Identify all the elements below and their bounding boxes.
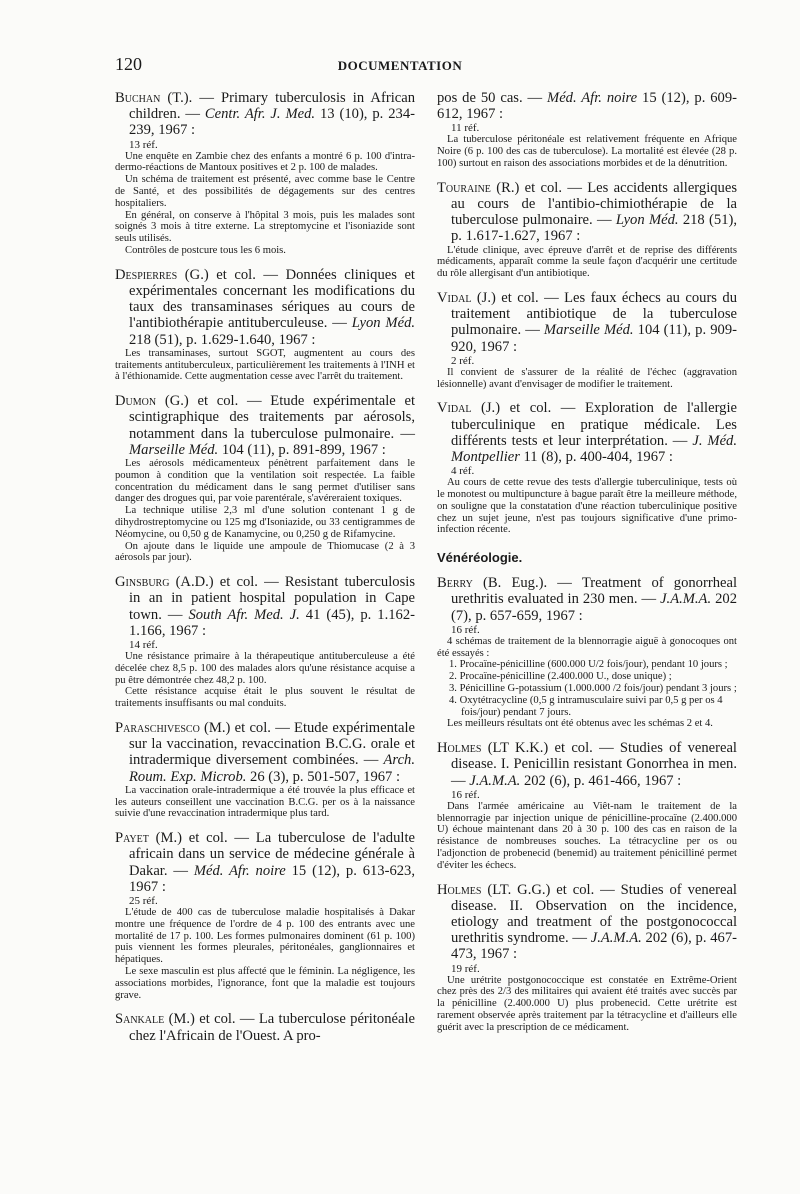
volume-pages: 41 (45), p. 1.162-1.166, 1967 :	[129, 606, 416, 639]
article-title: (R.) et col. — Les accidents allergiques au cours de l'antibio-chimiothérapie de la tuberculose pulmonaire. —	[451, 179, 737, 229]
section-title: Vénéréologie.	[437, 550, 523, 566]
author-name: Buchan	[115, 90, 161, 106]
bibliography-entry	[437, 400, 737, 536]
volume-pages: 15 (12), p. 613-623, 1967 :	[129, 862, 415, 895]
abstract-paragraph: Un schéma de traitement est présenté, avec comme base le Centre de Santé, et des possibilités de dégagements sur des centres hospitaliers.	[115, 174, 415, 209]
running-head: DOCUMENTATION	[337, 58, 463, 73]
author-name: Touraine	[437, 179, 491, 196]
volume-pages: 11 (8), p. 400-404, 1967 :	[519, 449, 673, 466]
bibliography-entry	[115, 574, 415, 710]
bibliography-entry	[437, 740, 737, 871]
journal-name: Marseille Méd.	[129, 441, 219, 458]
citation	[115, 90, 415, 139]
citation	[115, 574, 415, 639]
abstract-paragraph: Contrôles de postcure tous les 6 mois.	[125, 244, 286, 256]
abstract-paragraph: L'étude de 400 cas de tuberculose maladie hospitalisés à Dakar montre une fréquence de l'ordre de 4 p. 100 des entrants avec une mortalité de 17 p. 100. Les formes pulmonaires dominent (61 p. 100) puis viennent les formes pleurales, péritonéales, ganglionnaires et hépatiques.	[115, 906, 415, 966]
citation	[115, 267, 415, 348]
volume-pages: 202 (6), p. 461-466, 1967 :	[520, 772, 682, 789]
journal-name: Méd. Afr. noire	[193, 862, 286, 879]
citation	[437, 180, 737, 245]
citation	[115, 1011, 415, 1043]
abstract-paragraph: Les meilleurs résultats ont été obtenus avec les schémas 2 et 4.	[447, 718, 713, 730]
author-name: Holmes	[437, 881, 482, 898]
article-title: (M.) et col. — Etude expérimentale sur la vaccination, revaccination B.C.G. orale et intradermique diversement combinées. —	[129, 719, 415, 769]
abstract-paragraph: Il convient de s'assurer de la réalité de l'échec (aggravation lésionnelle) avant d'envisager de modifier le traitement.	[437, 366, 737, 390]
abstract-paragraph: Une enquête en Zambie chez des enfants a montré 6 p. 100 d'intra-dermo-réactions de Mantoux positives et 2 p. 100 de malades.	[115, 150, 415, 174]
author-name: Holmes	[437, 740, 482, 757]
journal-name: Lyon Méd.	[351, 315, 416, 332]
volume-pages: 104 (11), p. 909-920, 1967 :	[451, 322, 737, 355]
author-name: Dumon	[115, 393, 157, 410]
journal-name: J. Méd. Montpellier	[451, 432, 737, 466]
bibliography-entry	[437, 180, 737, 280]
reference-count: 13 réf.	[129, 138, 158, 151]
bibliography-entry	[115, 830, 415, 1001]
article-title: (A.D.) et col. — Resistant tuberculosis in an in patient hospital population in Cape town. —	[129, 574, 415, 623]
reference-count: 19 réf.	[451, 962, 480, 975]
journal-name: South Afr. Med. J.	[188, 606, 300, 623]
bibliography-entry	[437, 290, 737, 390]
abstract-paragraph: Au cours de cette revue des tests d'allergie tuberculinique, tests où le monotest ou multipuncture à bague paraît être la meilleure méthode, on souligne que la constatation d'une réaction tuberculinique positive chez un sujet jeune, n'est pas toujours significative d'une primo-infection récente.	[437, 477, 737, 536]
bibliography-entry	[437, 575, 737, 730]
bibliography-entry	[115, 393, 415, 564]
reference-count: 2 réf.	[451, 354, 475, 367]
author-name: Paraschivesco	[115, 719, 200, 736]
abstract-paragraph: L'étude clinique, avec épreuve d'arrêt et de reprise des différents médicaments, apparaît comme la seule façon d'acquérir une certitude du rôle allergisant d'un antibiotique.	[437, 244, 737, 280]
journal-name: J.A.M.A.	[590, 930, 642, 947]
abstract-paragraph: La tuberculose péritonéale est relativement fréquente en Afrique Noire (6 p. 100 des cas de tuberculose). La mortalité est élevée (28 p. 100) surtout en raison des associations morbides et de la dénutrition.	[437, 134, 737, 169]
abstract-paragraph: En général, on conserve à l'hôpital 3 mois, puis les malades sont soignés 3 mois à titre externe. La streptomycine et l'isoniazide sont seuls utilisés.	[115, 209, 415, 245]
article-title: (M.) et col. — La tuberculose de l'adulte africain dans un service de médecine générale à Dakar. —	[129, 830, 415, 879]
citation	[437, 290, 737, 355]
list-item: 3. Pénicilline G-potassium (1.000.000 /2 fois/jour) pendant 3 jours ;	[449, 683, 737, 694]
volume-pages: 26 (3), p. 501-507, 1967 :	[246, 768, 401, 785]
abstract-paragraph: Une urétrite postgonococcique est constatée en Extrême-Orient chez près des 2/3 des militaires qui avaient été traités avec succès par la pénicilline (2.400.000 U) plus probenecid. Cette urétrite est rarement observée après traitement par la tétracycline et d'ailleurs elle guérit avec la prescription de ce médicament.	[437, 974, 737, 1033]
abstract-paragraph: Le sexe masculin est plus affecté que le féminin. La négligence, les associations morbides, l'ignorance, font que la maladie est toujours grave.	[115, 965, 415, 1001]
article-title: (T.). — Primary tuberculosis in African children. —	[129, 90, 415, 123]
author-name: Vidal	[437, 400, 472, 417]
volume-pages: 104 (11), p. 891-899, 1967 :	[218, 441, 386, 458]
page-number: 120	[115, 54, 142, 74]
bibliography-entry	[115, 267, 415, 383]
abstract-paragraph: 4 schémas de traitement de la blennorragie aiguë à gonocoques ont été essayés :	[437, 635, 737, 659]
author-name: Despierres	[115, 266, 178, 283]
article-title: (LT. G.G.) et col. — Studies of venereal disease. II. Observation on the incidence, etiology and treatment of the postgonococcal urethritis syndrome. —	[451, 881, 737, 947]
abstract-paragraph: Dans l'armée américaine au Viêt-nam le traitement de la blennorragie par injection unique de pénicilline-procaïne (2.400.000 U) échoue maintenant dans 20 à 30 p. 100 des cas en raison de la résistance de nombreuses souches. La tétracycline per os ou l'adjonction de probenecid (benemid) au traitement pénicilliné permet d'éviter les échecs.	[437, 800, 737, 871]
citation	[115, 830, 415, 895]
author-name: Sankale	[115, 1011, 165, 1028]
abstract-paragraph: La vaccination orale-intradermique a été trouvée la plus efficace et les auteurs conseillent une vaccination B.C.G. per os à la naissance suivie d'une revaccination intradermique plus tard.	[115, 784, 415, 820]
article-title: (B. Eug.). — Treatment of gonorrheal urethritis evaluated in 230 men. —	[451, 575, 737, 608]
reference-count: 4 réf.	[451, 465, 475, 478]
journal-name: Marseille Méd.	[543, 322, 634, 339]
reference-count: 14 réf.	[129, 638, 158, 651]
bibliography-entry-continued	[437, 90, 737, 170]
author-name: Ginsburg	[115, 574, 170, 591]
abstract-paragraph: Les transaminases, surtout SGOT, augmentent au cours des traitements antituberculeux, particulièrement les traitements à l'INH et à l'éthionamide. Cette augmentation cesse avec l'arrêt du traitement.	[115, 347, 415, 383]
citation	[437, 882, 737, 963]
author-name: Payet	[115, 830, 149, 847]
article-title: (M.) et col. — La tuberculose péritonéale chez l'Africain de l'Ouest. A pro-	[129, 1011, 415, 1044]
reference-count: 25 réf.	[129, 894, 158, 907]
abstract-paragraph: Une résistance primaire à la thérapeutique antituberculeuse a été décelée chez 8,5 p. 100 des malades alors qu'une résistance acquise a pu être démontrée chez 48,2 p. 100.	[115, 650, 415, 686]
article-title: (J.) et col. — Les faux échecs au cours du traitement antibiotique de la tuberculose pulmonaire. —	[451, 290, 737, 339]
citation	[437, 740, 737, 789]
journal-name: J.A.M.A.	[469, 772, 521, 789]
journal-name: Méd. Afr. noire	[547, 90, 638, 106]
article-title: (G.) et col. — Données cliniques et expérimentales concernant les modifications du taux des transaminases sériques au cours de l'antibiothérapie antituberculeuse. —	[129, 266, 415, 332]
journal-name: Lyon Méd.	[615, 212, 679, 229]
bibliography-entry	[115, 90, 415, 257]
article-title: pos de 50 cas. —	[437, 90, 548, 106]
article-title: (LT K.K.) et col. — Studies of venereal disease. I. Penicillin resistant Gonorrhea in men. —	[451, 740, 737, 789]
reference-count: 16 réf.	[451, 788, 480, 801]
citation	[115, 393, 415, 458]
journal-name: Centr. Afr. J. Med.	[204, 106, 316, 123]
author-name: Vidal	[437, 290, 472, 306]
reference-count: 11 réf.	[451, 122, 480, 135]
treatment-list	[437, 659, 737, 718]
abstract-paragraph: La technique utilise 2,3 ml d'une solution contenant 1 g de dihydrostreptomycine ou 125 mg d'Isoniazide, ou 33 centigrammes de Néomycine, ou 0,50 g de Kanamycine, ou 0,250 g de Rifamycine.	[115, 505, 415, 540]
article-title: (G.) et col. — Etude expérimentale et scintigraphique des traitements par aérosols, notamment dans la tuberculose pulmonaire. —	[129, 393, 415, 442]
abstract-paragraph: Les aérosols médicamenteux pénètrent parfaitement dans le poumon à condition que la ventilation soit respectée. La faible concentration du médicament dans le sang permet d'utiliser sans danger des drogues qui, par voie parentérale, s'avéreraient toxiques.	[115, 458, 415, 505]
volume-pages: 202 (6), p. 467-473, 1967 :	[451, 930, 737, 963]
bibliography-entry	[115, 720, 415, 820]
volume-pages: 15 (12), p. 609-612, 1967 :	[437, 90, 737, 123]
citation	[437, 575, 737, 624]
article-title: (J.) et col. — Exploration de l'allergie tuberculinique en pratique médicale. Les différents tests et leur interprétation. —	[451, 400, 737, 449]
list-item: 1. Procaïne-pénicilline (600.000 U/2 fois/jour), pendant 10 jours ;	[449, 659, 728, 671]
abstract-paragraph: Cette résistance acquise était le plus souvent le résultat de traitements insuffisants ou mal conduits.	[115, 686, 415, 710]
list-item: 4. Oxytétracycline (0,5 g intramusculaire suivi par 0,5 g per os 4 fois/jour) pendant 7 jours.	[449, 694, 723, 718]
citation	[115, 720, 415, 785]
left-column	[115, 90, 415, 1054]
volume-pages: 218 (51), p. 1.617-1.627, 1967 :	[451, 212, 737, 245]
volume-pages: 202 (7), p. 657-659, 1967 :	[451, 591, 737, 624]
journal-name: Arch. Roum. Exp. Microb.	[129, 752, 415, 785]
abstract-paragraph: On ajoute dans le liquide une ampoule de Thiomucase (2 à 3 aérosols par jour).	[115, 540, 415, 564]
volume-pages: 13 (10), p. 234-239, 1967 :	[129, 106, 415, 139]
list-item: 2. Procaïne-pénicilline (2.400.000 U., dose unique) ;	[449, 671, 672, 683]
citation	[437, 90, 737, 122]
bibliography-entry	[437, 882, 737, 1034]
journal-name: J.A.M.A.	[660, 591, 712, 608]
volume-pages: 218 (51), p. 1.629-1.640, 1967 :	[129, 331, 316, 348]
author-name: Berry	[437, 575, 473, 592]
citation	[437, 400, 737, 465]
reference-count: 16 réf.	[451, 623, 480, 636]
bibliography-entry	[115, 1011, 415, 1043]
right-column	[437, 90, 737, 1044]
